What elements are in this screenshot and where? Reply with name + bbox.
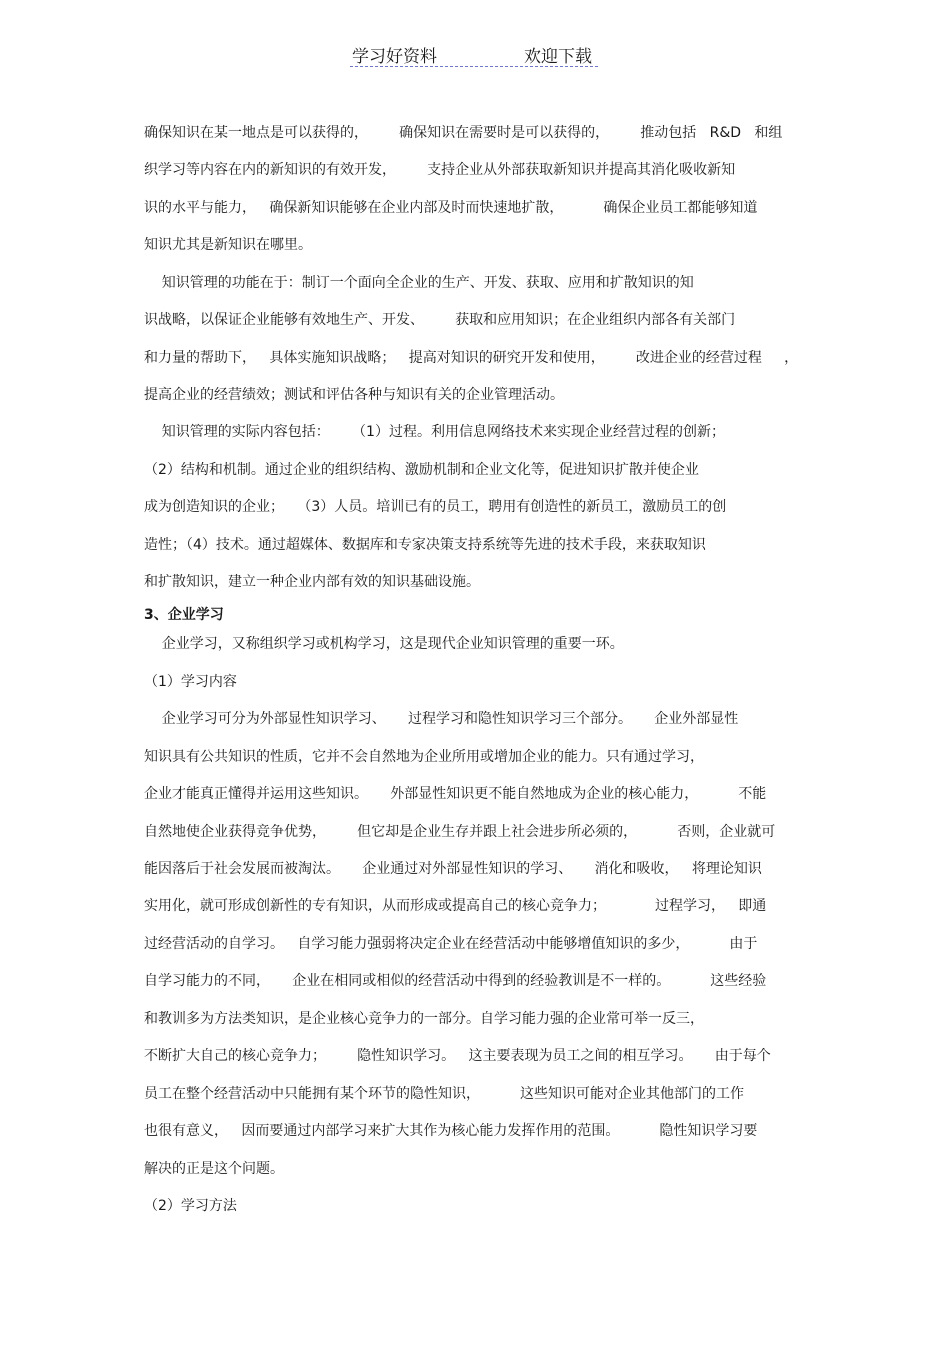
text-line: 实用化，就可形成创新性的专有知识，从而形成或提高自己的核心竞争力； 过程学习， 即通: [144, 898, 767, 914]
text-line: 解决的正是这个问题。: [144, 1161, 284, 1177]
text-line: 过经营活动的自学习。 自学习能力强弱将决定企业在经营活动中能够增值知识的多少， 由于: [144, 936, 758, 952]
text-line: 自然地使企业获得竞争优势， 但它却是企业生存并跟上社会进步所必须的， 否则，企业就可: [144, 824, 776, 840]
text-line: 知识管理的实际内容包括： （1）过程。利用信息网络技术来实现企业经营过程的创新；: [144, 424, 725, 440]
subsection-heading: （1）学习内容: [144, 674, 237, 690]
text-line: 知识具有公共知识的性质，它并不会自然地为企业所用或增加企业的能力。只有通过学习，: [144, 749, 704, 765]
text-line: 提高企业的经营绩效；测试和评估各种与知识有关的企业管理活动。: [144, 387, 564, 403]
text-line: 企业学习，又称组织学习或机构学习，这是现代企业知识管理的重要一环。: [144, 636, 624, 652]
page-header: [350, 40, 598, 67]
section-heading: 3、企业学习: [144, 607, 224, 623]
text-line: 知识尤其是新知识在哪里。: [144, 237, 312, 253]
text-line: 和扩散知识，建立一种企业内部有效的知识基础设施。: [144, 574, 480, 590]
text-line: 织学习等内容在内的新知识的有效开发， 支持企业从外部获取新知识并提高其消化吸收新知: [144, 162, 736, 178]
text-line: 也很有意义， 因而要通过内部学习来扩大其作为核心能力发挥作用的范围。 隐性知识学习要: [144, 1123, 758, 1139]
text-line: 员工在整个经营活动中只能拥有某个环节的隐性知识， 这些知识可能对企业其他部门的工作: [144, 1086, 745, 1102]
text-line: （2）结构和机制。通过企业的组织结构、激励机制和企业文化等，促进知识扩散并使企业: [144, 462, 699, 478]
header-right-text: 欢迎下载: [524, 47, 592, 67]
text-line: 和力量的帮助下， 具体实施知识战略； 提高对知识的研究开发和使用， 改进企业的经营过程 ，: [144, 350, 799, 366]
text-line: 造性；（4）技术。通过超媒体、数据库和专家决策支持系统等先进的技术手段，来获取知识: [144, 537, 706, 553]
text-line: 确保知识在某一地点是可以获得的， 确保知识在需要时是可以获得的， 推动包括 R&D 和组: [144, 125, 783, 141]
text-line: 知识管理的功能在于：制订一个面向全企业的生产、开发、获取、应用和扩散知识的知: [144, 275, 694, 291]
text-line: 自学习能力的不同， 企业在相同或相似的经营活动中得到的经验教训是不一样的。 这些经验: [144, 973, 767, 989]
text-line: 成为创造知识的企业； （3）人员。培训已有的员工，聘用有创造性的新员工，激励员工的创: [144, 499, 727, 515]
text-line: 企业学习可分为外部显性知识学习、 过程学习和隐性知识学习三个部分。 企业外部显性: [144, 711, 739, 727]
text-line: 识战略，以保证企业能够有效地生产、开发、 获取和应用知识；在企业组织内部各有关部门: [144, 312, 736, 328]
text-line: 能因落后于社会发展而被淘汰。 企业通过对外部显性知识的学习、 消化和吸收， 将理论知识: [144, 861, 762, 877]
text-line: 企业才能真正懂得并运用这些知识。 外部显性知识更不能自然地成为企业的核心能力， 不能: [144, 786, 767, 802]
text-line: 和教训多为方法类知识，是企业核心竞争力的一部分。自学习能力强的企业常可举一反三，: [144, 1011, 704, 1027]
header-left-text: 学习好资料: [352, 47, 437, 67]
text-line: 识的水平与能力， 确保新知识能够在企业内部及时而快速地扩散， 确保企业员工都能够知道: [144, 200, 758, 216]
text-line: 不断扩大自己的核心竞争力； 隐性知识学习。 这主要表现为员工之间的相互学习。 由于每个: [144, 1048, 771, 1064]
subsection-heading: （2）学习方法: [144, 1198, 237, 1214]
